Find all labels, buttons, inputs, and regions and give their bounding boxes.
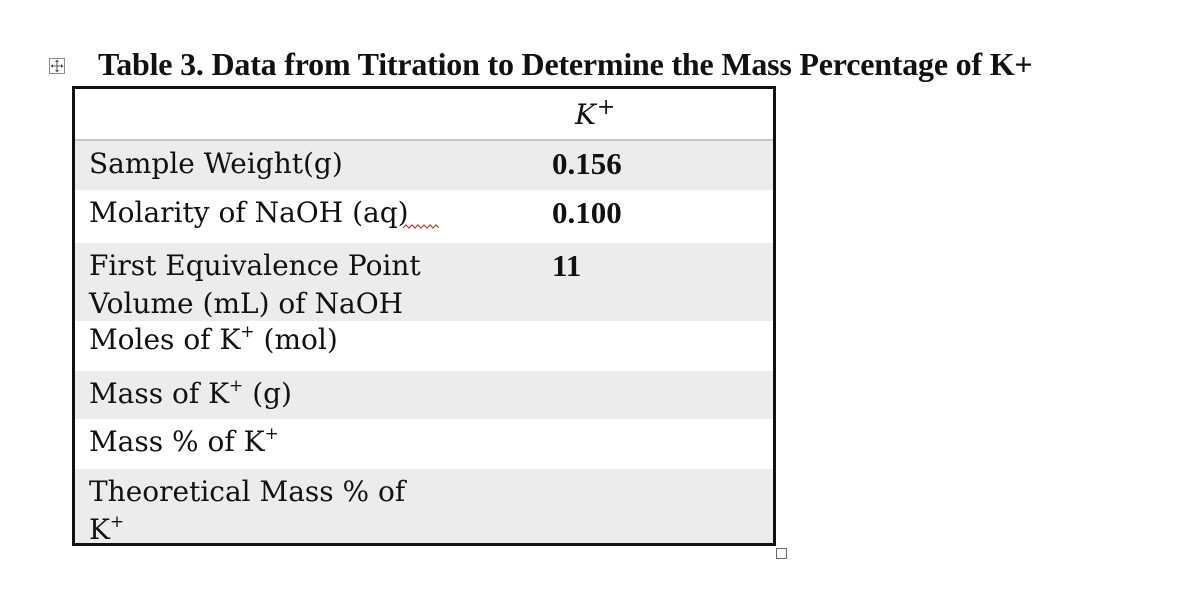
row-value[interactable]: 11 bbox=[552, 248, 582, 283]
row-label bbox=[89, 423, 459, 461]
row-label bbox=[89, 473, 459, 546]
row-label-prefix: Moles of K bbox=[89, 323, 241, 356]
spellcheck-squiggle-icon bbox=[403, 224, 439, 230]
table-row bbox=[75, 141, 773, 190]
row-label-charge: + bbox=[264, 424, 279, 444]
row-label-charge: + bbox=[109, 512, 125, 532]
row-label-prefix: Mass % of K bbox=[89, 425, 265, 458]
row-value[interactable]: 0.100 bbox=[552, 195, 622, 230]
row-label bbox=[89, 321, 459, 359]
table-resize-icon[interactable] bbox=[776, 548, 787, 559]
header-charge: + bbox=[596, 95, 616, 120]
row-label: First Equivalence Point Volume (mL) of NaOH bbox=[89, 249, 421, 320]
row-label-charge: + bbox=[240, 322, 255, 342]
table-row bbox=[75, 190, 773, 243]
header-potassium-ion bbox=[575, 89, 615, 134]
table-row bbox=[75, 371, 773, 419]
row-label: Sample Weight(g) bbox=[89, 147, 343, 180]
row-label-charge: + bbox=[229, 376, 244, 396]
table-header-row bbox=[75, 89, 773, 141]
row-label-prefix: Molarity of NaOH bbox=[89, 196, 353, 229]
row-label-marked: (aq) bbox=[352, 196, 409, 229]
row-label-prefix: Mass of K bbox=[89, 377, 230, 410]
table-move-icon[interactable] bbox=[49, 58, 65, 74]
row-label-suffix: (mol) bbox=[254, 323, 338, 356]
header-symbol: K bbox=[575, 98, 596, 131]
row-label bbox=[89, 375, 459, 413]
table-row bbox=[75, 469, 773, 546]
row-value[interactable]: 0.156 bbox=[552, 146, 622, 181]
table-caption: Table 3. Data from Titration to Determine the Mass Percentage of K+ bbox=[98, 46, 1033, 82]
row-label-suffix: (g) bbox=[243, 377, 292, 410]
table-row bbox=[75, 321, 773, 371]
table-row bbox=[75, 419, 773, 469]
data-table bbox=[72, 86, 776, 546]
row-label-prefix: Theoretical Mass % of K bbox=[89, 475, 406, 546]
table-row bbox=[75, 243, 773, 321]
